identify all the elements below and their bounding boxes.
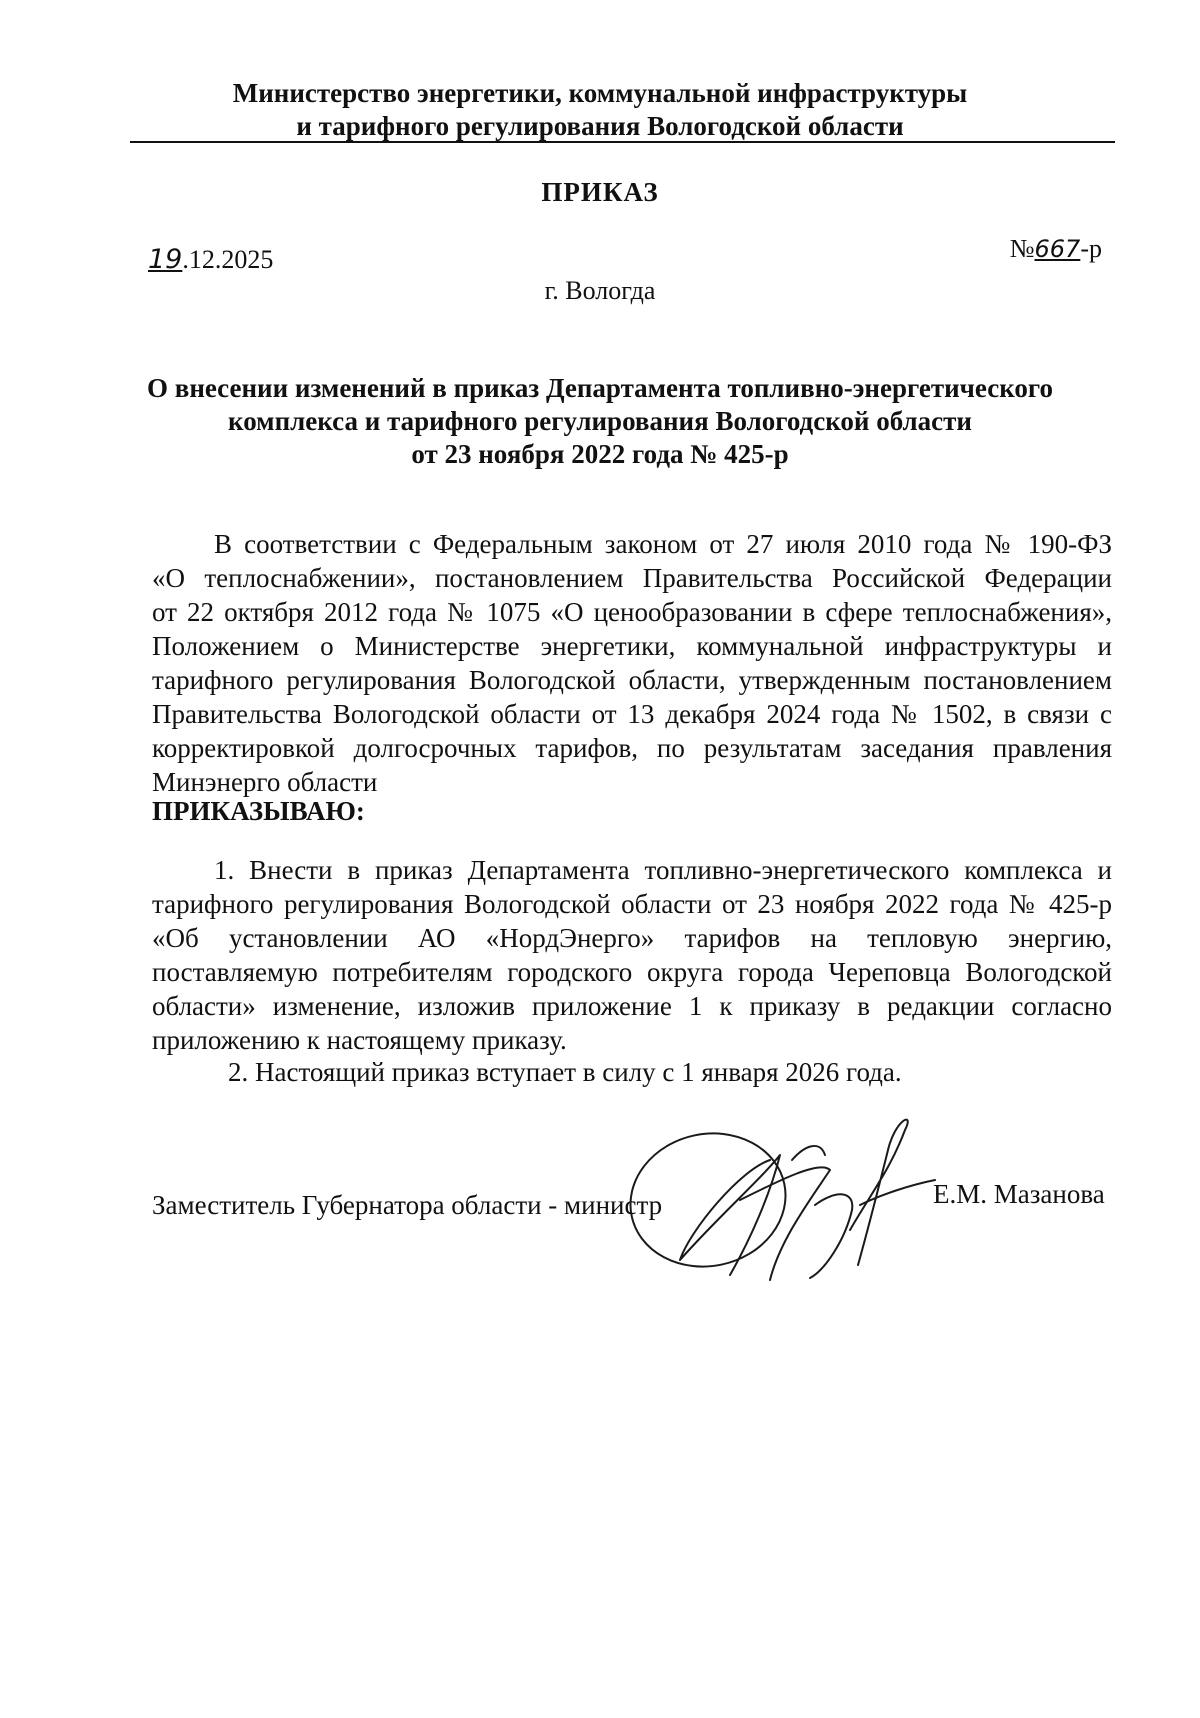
preamble-line: корректировкой долгосрочных тарифов, по результатам заседания правления xyxy=(152,733,1112,763)
preamble-line: тарифного регулирования Вологодской области, утвержденным постановлением xyxy=(152,665,1112,695)
handwritten-signature xyxy=(620,1100,940,1290)
document-city: г. Вологда xyxy=(544,276,656,305)
subject-line-1: О внесении изменений в приказ Департамента топливно-энергетического xyxy=(146,373,1053,403)
document-subject xyxy=(0,372,1200,471)
signer-name: Е.М. Мазанова xyxy=(933,1179,1105,1209)
document-type: ПРИКАЗ xyxy=(541,177,659,207)
preamble-line: от 22 октября 2012 года № 1075 «О ценообразовании в сфере теплоснабжения», xyxy=(152,597,1112,627)
item1-line: поставляемую потребителям городского округа города Череповца Вологодской xyxy=(152,957,1112,987)
item1-line: «Об установлении АО «НордЭнерго» тарифов на тепловую энергию, xyxy=(152,923,1112,953)
subject-line-2: комплекса и тарифного регулирования Вологодской области xyxy=(228,406,972,436)
signature-stroke xyxy=(810,1194,852,1278)
document-date xyxy=(148,244,273,275)
date-rest: .12.2025 xyxy=(182,245,274,274)
number-handwritten: 667 xyxy=(1034,235,1081,263)
signature-stroke xyxy=(860,1180,935,1205)
item1-line: области» изменение, изложив приложение 1 к приказу в редакции согласно xyxy=(152,991,1112,1021)
order-directive: ПРИКАЗЫВАЮ: xyxy=(152,796,365,826)
number-prefix: № xyxy=(1009,234,1035,263)
subject-line-3: от 23 ноября 2022 года № 425-р xyxy=(411,439,789,469)
item1-line: тарифного регулирования Вологодской области от 23 ноября 2022 года № 425-р xyxy=(152,889,1112,919)
signature-stroke xyxy=(792,1146,825,1160)
item1-line: приложению к настоящему приказу. xyxy=(152,1025,567,1055)
date-day-handwritten: 19 xyxy=(148,244,183,275)
item1-line: 1. Внести в приказ Департамента топливно-энергетического комплекса и xyxy=(214,855,1112,885)
preamble-line: Правительства Вологодской области от 13 декабря 2024 года № 1502, в связи с xyxy=(152,699,1112,729)
header-divider xyxy=(130,141,1115,143)
preamble-line: «О теплоснабжении», постановлением Правительства Российской Федерации xyxy=(152,563,1112,593)
signer-title: Заместитель Губернатора области - министр xyxy=(152,1190,663,1220)
document-number xyxy=(1010,234,1102,264)
preamble-line: Положением о Министерстве энергетики, коммунальной инфраструктуры и xyxy=(152,631,1112,661)
signature-stroke xyxy=(680,1155,780,1275)
ministry-name-line-1: Министерство энергетики, коммунальной инфраструктуры xyxy=(232,78,968,108)
preamble-line: Минэнерго области xyxy=(152,767,378,797)
signature-stroke xyxy=(850,1120,908,1265)
signature-loop xyxy=(620,1119,798,1281)
order-item-1 xyxy=(152,853,1112,1057)
preamble-paragraph xyxy=(152,527,1112,799)
number-suffix: -р xyxy=(1080,234,1102,263)
ministry-name-line-2: и тарифного регулирования Вологодской области xyxy=(296,111,904,141)
preamble-line: В соответствии с Федеральным законом от 27 июля 2010 года № 190-ФЗ xyxy=(214,529,1112,559)
order-item-2: 2. Настоящий приказ вступает в силу с 1 января 2026 года. xyxy=(228,1057,902,1087)
